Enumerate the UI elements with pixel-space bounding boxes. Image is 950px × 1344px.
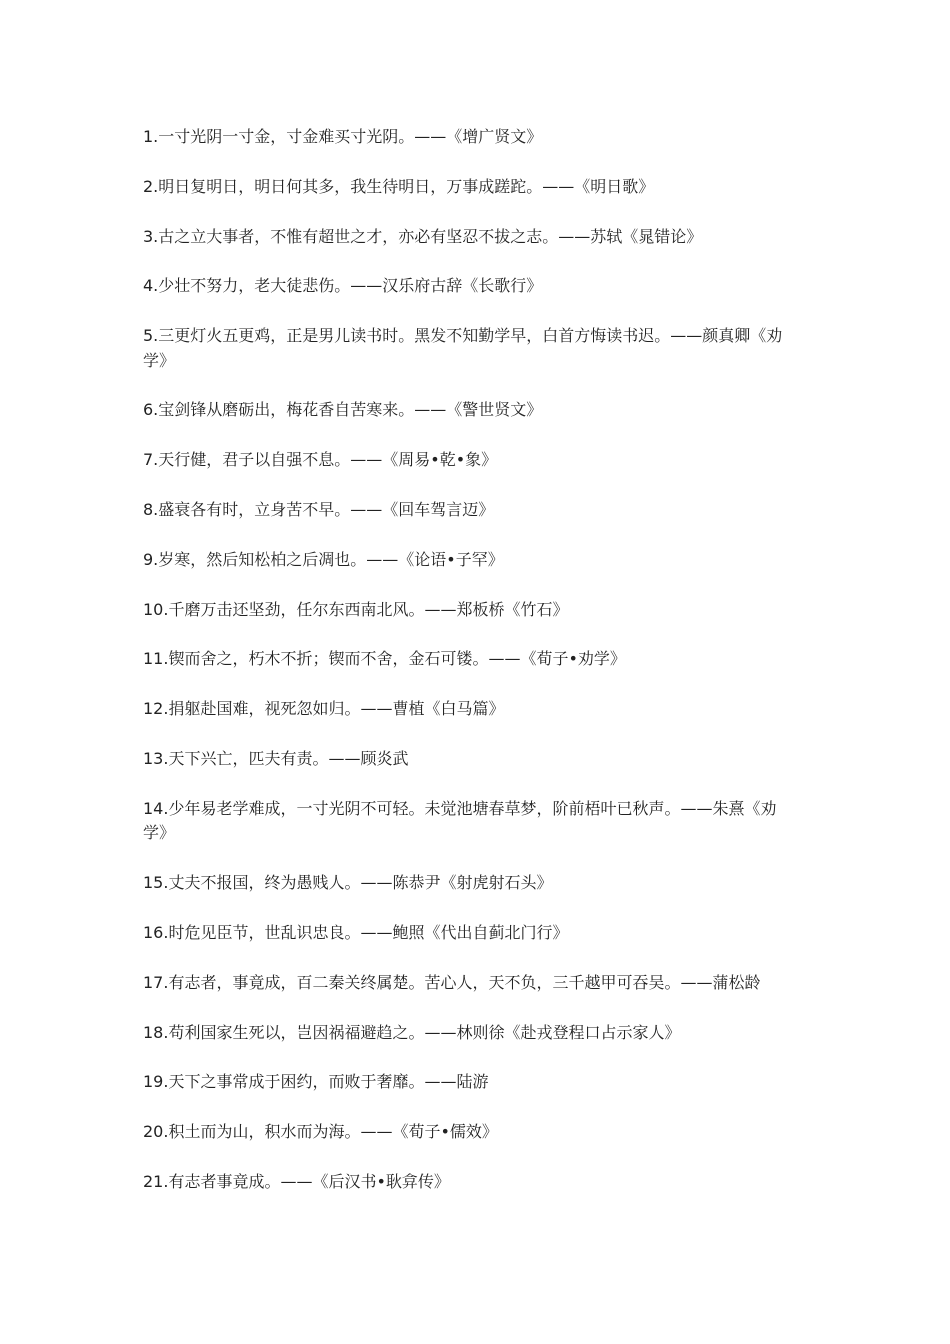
quote-item: 17.有志者，事竟成，百二秦关终属楚。苦心人，天不负，三千越甲可吞吴。——蒲松龄 [143, 972, 761, 992]
quote-item: 20.积土而为山，积水而为海。——《荀子•儒效》 [143, 1122, 498, 1142]
quote-item: 16.时危见臣节，世乱识忠良。——鲍照《代出自蓟北门行》 [143, 922, 569, 942]
quote-item: 4.少壮不努力，老大徒悲伤。——汉乐府古辞《长歌行》 [143, 276, 543, 296]
quote-item: 11.锲而舍之，朽木不折；锲而不舍，金石可镂。——《荀子•劝学》 [143, 649, 626, 669]
quote-item: 7.天行健，君子以自强不息。——《周易•乾•象》 [143, 450, 498, 470]
quote-item: 12.捐躯赴国难，视死忽如归。——曹植《白马篇》 [143, 699, 505, 719]
quote-item: 6.宝剑锋从磨砺出，梅花香自苦寒来。——《警世贤文》 [143, 400, 543, 420]
quote-item: 2.明日复明日，明日何其多，我生待明日，万事成蹉跎。——《明日歌》 [143, 176, 655, 196]
quote-item: 8.盛衰各有时，立身苦不早。——《回车驾言迈》 [143, 500, 495, 520]
quote-item: 15.丈夫不报国，终为愚贱人。——陈恭尹《射虎射石头》 [143, 873, 553, 893]
quote-item: 9.岁寒，然后知松柏之后凋也。——《论语•子罕》 [143, 549, 504, 569]
quote-item: 19.天下之事常成于困约，而败于奢靡。——陆游 [143, 1072, 489, 1092]
quote-list [143, 125, 793, 1220]
quote-item: 5.三更灯火五更鸡，正是男儿读书时。黑发不知勤学早，白首方悔读书迟。——颜真卿《劝学》 [143, 326, 783, 370]
quote-item: 1.一寸光阴一寸金，寸金难买寸光阴。——《增广贤文》 [143, 127, 543, 146]
quote-item: 13.天下兴亡，匹夫有责。——顾炎武 [143, 749, 409, 769]
quote-item: 14.少年易老学难成，一寸光阴不可轻。未觉池塘春草梦，阶前梧叶已秋声。——朱熹《劝学》 [143, 798, 777, 843]
quote-item: 3.古之立大事者，不惟有超世之才，亦必有坚忍不拔之志。——苏轼《晁错论》 [143, 226, 703, 246]
quote-item: 18.苟利国家生死以，岂因祸福避趋之。——林则徐《赴戎登程口占示家人》 [143, 1022, 681, 1042]
quote-item: 21.有志者事竟成。——《后汉书•耿弇传》 [143, 1171, 450, 1191]
quote-item: 10.千磨万击还坚劲，任尔东西南北风。——郑板桥《竹石》 [143, 599, 569, 619]
